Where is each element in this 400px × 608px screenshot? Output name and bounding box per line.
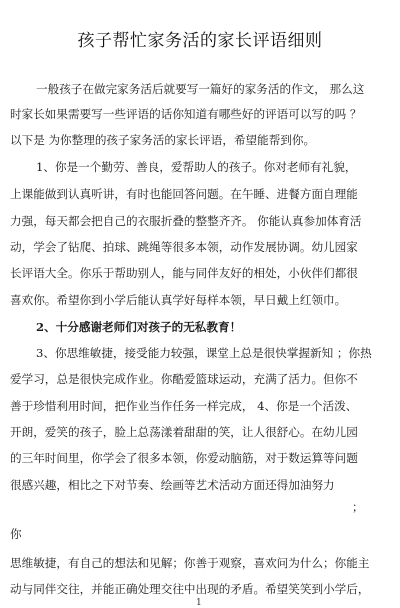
- document-title: 孩子帮忙家务活的家长评语细则: [77, 31, 323, 51]
- paragraph-line: 开朗，爱笑的孩子，脸上总荡漾着甜甜的笑，让人很舒心。在幼儿园: [10, 425, 358, 439]
- paragraph-line: 善于珍惜利用时间，把作业当作任务一样完成， 4、你是一个活泼、: [10, 399, 358, 413]
- paragraph-line: 力强，每天都会把自己的衣服折叠的整整齐齐。 你能认真参加体育活: [10, 214, 362, 228]
- paragraph-line: 3、你思维敏捷，接受能力较强，课堂上总是很快掌握新知 ；你热: [36, 346, 372, 360]
- paragraph-line: 思维敏捷，有自己的想法和见解；你善于观察，喜欢问为什么；你能主: [10, 556, 370, 570]
- paragraph-line: 2、十分感谢老师们对孩子的无私教育！: [36, 320, 242, 334]
- paragraph-line: 以下是 为你整理的孩子家务活的家长评语，希望能帮到你。: [10, 133, 316, 147]
- paragraph-line: 喜欢你。希望你到小学后能认真学好每样本领，早日戴上红领巾。: [10, 293, 347, 307]
- paragraph-line: 爱学习，总是很快完成作业。你酷爱篮球运动，充满了活力。但你不: [10, 372, 358, 386]
- page-number: 1: [196, 598, 202, 608]
- paragraph-line: 的三年时间里，你学会了很多本领，你爱动脑筋，对于数运算等问题: [10, 451, 358, 465]
- paragraph-line: 动，学会了钻爬、拍球、跳绳等很多本领，动作发展协调。幼儿园家: [10, 240, 358, 254]
- paragraph-line: ；: [352, 500, 364, 514]
- paragraph-line: 长评语大全。你乐于帮助别人，能与同伴友好的相处，小伙伴们都很: [10, 266, 358, 280]
- paragraph-line: 很感兴趣，相比之下对节奏、绘画等艺术活动方面还得加油努力: [10, 478, 335, 492]
- paragraph-line: 1、你是一个勤劳、善良，爱帮助人的孩子。你对老师有礼貌，: [36, 160, 357, 174]
- paragraph-line: 时家长如果需要写一些评语的话你知道有哪些好的评语可以写的吗 ？: [10, 107, 362, 121]
- paragraph-line: 动与同伴交往，并能正确处理交往中出现的矛盾。希望笑笑到小学后，: [10, 582, 370, 596]
- paragraph-line: 一般孩子在做完家务活后就要写一篇好的家务活的作文， 那么这: [36, 82, 365, 96]
- paragraph-line: 上课能做到认真听讲，有时也能回答问题。在午睡、进餐方面自理能: [10, 187, 358, 201]
- paragraph-line: 你: [10, 527, 22, 541]
